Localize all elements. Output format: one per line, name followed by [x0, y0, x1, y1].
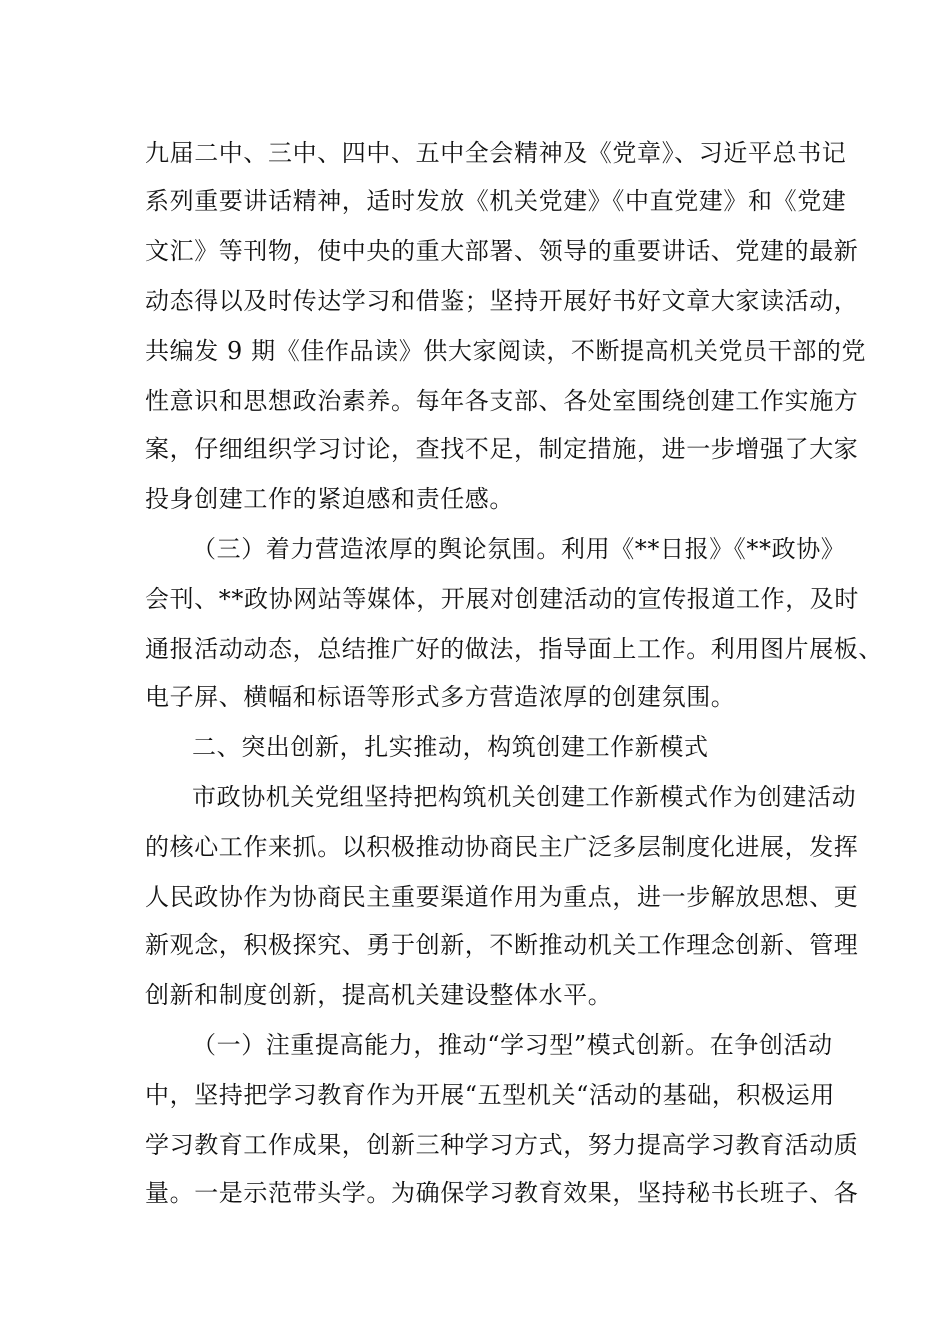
- body-text-line: 九届二中、三中、四中、五中全会精神及《党章》、习近平总书记: [145, 139, 847, 167]
- body-text-line: 人民政协作为协商民主重要渠道作用为重点，进一步解放思想、更: [145, 883, 859, 911]
- section-heading: 二、突出创新，扎实推动，构筑创建工作新模式: [192, 733, 709, 761]
- body-text-line: 新观念，积极探究、勇于创新，不断推动机关工作理念创新、管理: [145, 931, 859, 959]
- paragraph-first-line: 市政协机关党组坚持把构筑机关创建工作新模式作为创建活动: [192, 783, 857, 811]
- body-text-line: 系列重要讲话精神，适时发放《机关党建》《中直党建》和《党建: [145, 187, 847, 215]
- subsection-heading-line: （一）注重提高能力，推动“学习型”模式创新。在争创活动: [192, 1031, 833, 1059]
- body-text-line: 量。一是示范带头学。为确保学习教育效果，坚持秘书长班子、各: [145, 1179, 859, 1207]
- body-text-line: 的核心工作来抓。以积极推动协商民主广泛多层制度化进展，发挥: [145, 833, 859, 861]
- body-text-line: 学习教育工作成果，创新三种学习方式，努力提高学习教育活动质: [145, 1131, 859, 1159]
- body-text-line: 动态得以及时传达学习和借鉴；坚持开展好书好文章大家读活动，: [145, 287, 859, 315]
- body-text-line: 创新和制度创新，提高机关建设整体水平。: [145, 981, 613, 1009]
- body-text-line: 文汇》等刊物，使中央的重大部署、领导的重要讲话、党建的最新: [145, 237, 859, 265]
- body-text-line: 会刊、**政协网站等媒体，开展对创建活动的宣传报道工作，及时: [145, 585, 859, 613]
- body-text-line: 投身创建工作的紧迫感和责任感。: [145, 485, 514, 513]
- body-text-line: 性意识和思想政治素养。每年各支部、各处室围绕创建工作实施方: [145, 387, 859, 415]
- body-text-line: 共编发 9 期《佳作品读》供大家阅读，不断提高机关党员干部的党: [145, 337, 867, 365]
- body-text-line: 电子屏、横幅和标语等形式多方营造浓厚的创建氛围。: [145, 683, 736, 711]
- body-text-line: 中，坚持把学习教育作为开展“五型机关“活动的基础，积极运用: [145, 1081, 835, 1109]
- subsection-heading-line: （三）着力营造浓厚的舆论氛围。利用《**日报》《**政协》: [192, 535, 846, 563]
- body-text-line: 通报活动动态，总结推广好的做法，指导面上工作。利用图片展板、: [145, 635, 883, 663]
- body-text-line: 案，仔细组织学习讨论，查找不足，制定措施，进一步增强了大家: [145, 435, 859, 463]
